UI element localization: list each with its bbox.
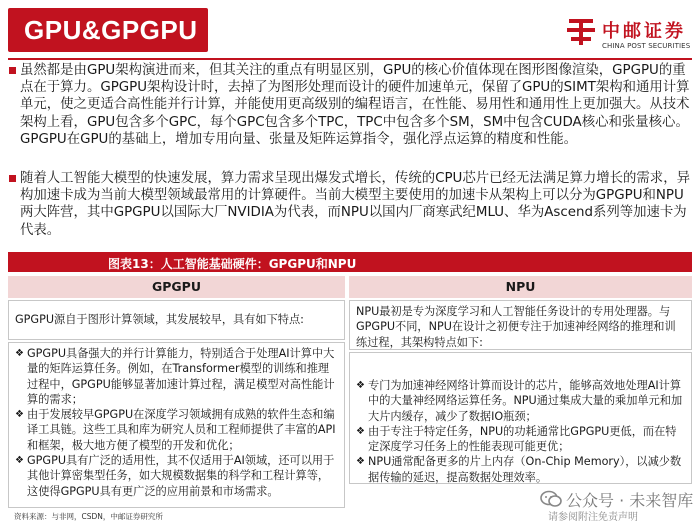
header-divider (8, 58, 692, 60)
npu-point-list (356, 378, 685, 485)
gpgpu-intro-cell (8, 300, 345, 340)
paragraph-text: 虽然都是由GPU架构演进而来，但其关注的重点有明显区别，GPU的核心价值体现在图形图像渲染，GPGPU的重点在于算力。GPGPU架构设计时，去掉了为图形处理而设计的硬件加速单元，保留了GPU的SIMT架构和通用计算单元，使之更适合高性能并行计算，并能使用更高级别的编程语言，在性能、易用性和通用性上更加强大。从技术架构上看，GPU包含多个GPC，每个GPC包含多个TPC，TPC中包含多个SM，SM中包含CUDA核心和张量核心。GPGPU在GPU的基础上，增加专用向量、张量及矩阵运算指令，强化浮点运算的精度和性能。 (20, 63, 690, 147)
list-item: ❖ 专门为加速神经网络计算而设计的芯片，能够高效地处理AI计算中的大量神经网络运算任务。NPU通过集成大量的乘加单元和加大片内缓存，减少了数据IO瓶颈； (356, 379, 683, 423)
list-item: ❖ NPU通常配备更多的片上内存（On-Chip Memory），以减少数据传输的延迟，提高数据处理效率。 (356, 455, 682, 484)
diamond-bullet-icon: ❖ (15, 348, 24, 359)
diamond-bullet-icon: ❖ (15, 455, 24, 467)
logo-name-en: CHINA POST SECURITIES (602, 42, 691, 50)
watermark-account: 公众号 · 未来智库 (566, 491, 694, 510)
gpgpu-points-cell (8, 342, 345, 508)
gpgpu-point-list (15, 346, 338, 499)
list-item: ❖ 由于专注于特定任务，NPU的功耗通常比GPGPU更低，而在特定深度学习任务上的性能表现可能更优； (356, 424, 677, 454)
npu-intro: NPU最初是专为深度学习和人工智能任务设计的专用处理器。与GPGPU不同，NPU在设计之初便专注于加速神经网络的推理和训练过程，其架构特点如下: (356, 305, 676, 349)
column-header-npu: NPU (349, 276, 692, 298)
paragraph-1 (8, 62, 692, 148)
square-bullet-icon (9, 67, 16, 74)
column-header-gpgpu: GPGPU (8, 276, 345, 298)
npu-points-cell (349, 352, 692, 484)
wechat-icon (540, 490, 562, 508)
page-title: GPU&GPGPU (24, 15, 198, 45)
source-note: 资料来源：与非网，CSDN，中邮证券研究所 (14, 512, 163, 521)
diamond-bullet-icon: ❖ (15, 409, 24, 421)
logo-name-cn: 中邮证券 (602, 21, 686, 42)
company-logo (566, 16, 696, 54)
paragraph-2 (8, 170, 692, 239)
watermark (540, 488, 695, 522)
list-item: ❖ 由于发展较早GPGPU在深度学习领域拥有成熟的软件生态和编译工具链。这些工具和库为研究人员和工程师提供了丰富的API和框架，极大地方便了模型的开发和优化； (15, 408, 336, 452)
paragraph-text: 随着人工智能大模型的快速发展，算力需求呈现出爆发式增长，传统的CPU芯片已经无法满足算力增长的需求，异构加速卡成为当前大模型领域最常用的计算硬件。当前大模型主要使用的加速卡从架构上可以分为GPGPU和NPU两大阵营，其中GPGPU以国际大厂NVIDIA为代表，而NPU以国内厂商寒武纪MLU、华为Ascend系列等加速卡为代表。 (20, 171, 690, 238)
diamond-bullet-icon: ❖ (356, 425, 365, 437)
list-item: ❖ GPGPU具备强大的并行计算能力，特别适合于处理AI计算中大量的矩阵运算任务。例如，在Transformer模型的训练和推理过程中，GPGPU能够显著加速计算过程，满足模型对高性能计算的需求； (15, 347, 335, 406)
disclaimer-note: 请参阅附注免责声明 (548, 512, 638, 523)
diamond-bullet-icon: ❖ (356, 380, 365, 391)
list-item: ❖ GPGPU具有广泛的适用性，其不仅适用于AI领域，还可以用于其他计算密集型任务，如大规模数据集的科学和工程计算等，这使得GPGPU具有更广泛的应用前景和市场需求。 (15, 454, 335, 498)
figure-title: 图表13：人工智能基础硬件：GPGPU和NPU (108, 257, 357, 271)
npu-intro-cell (349, 300, 692, 350)
diamond-bullet-icon: ❖ (356, 456, 365, 468)
china-post-logo-icon (566, 16, 596, 48)
title-bar (8, 8, 208, 52)
gpgpu-intro: GPGPU源自于图形计算领域，其发展较早，具有如下特点: (15, 313, 304, 326)
figure-title-bar (8, 252, 692, 272)
square-bullet-icon (9, 175, 16, 182)
